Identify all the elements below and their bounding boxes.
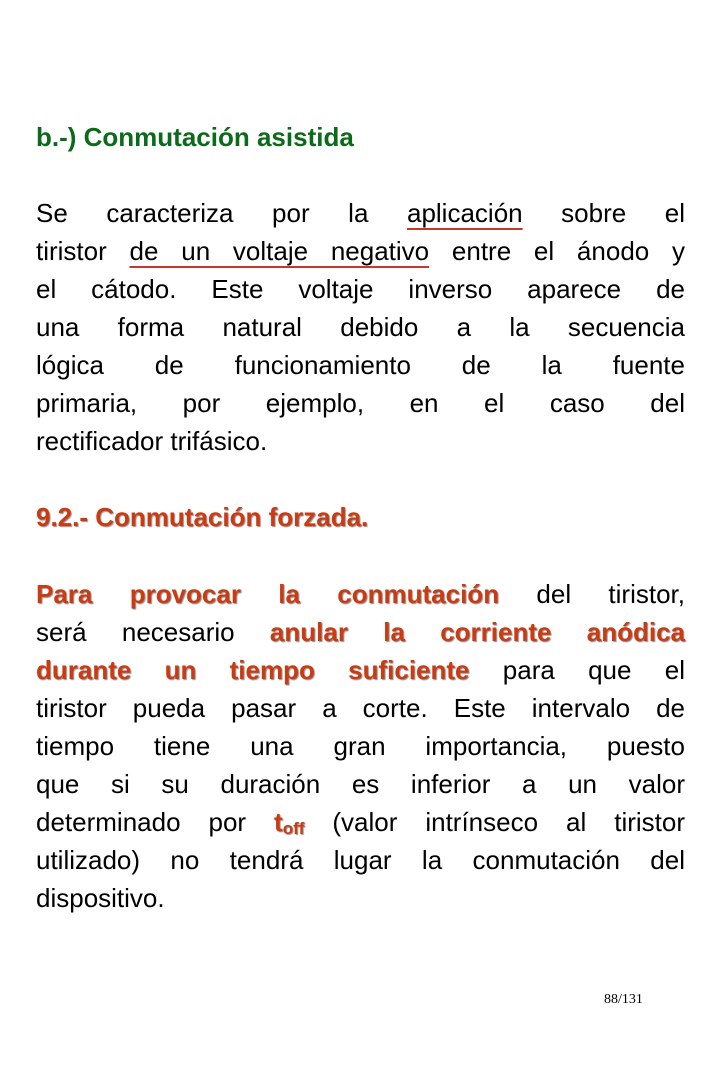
paragraph-line: tiristor pueda pasar a corte. Este intervalo de <box>36 693 685 723</box>
text-run: para que el <box>469 655 685 685</box>
page-number: 88/131 <box>604 992 643 1007</box>
paragraph-conmutacion-asistida <box>36 194 685 460</box>
paragraph-line: primaria, por ejemplo, en el caso del <box>36 388 685 418</box>
paragraph-line <box>36 651 685 689</box>
paragraph-conmutacion-forzada <box>36 575 685 917</box>
underlined-term-voltaje-negativo: de un voltaje negativo <box>129 236 430 266</box>
paragraph-line: dispositivo. <box>36 883 165 913</box>
text-run: (valor intrínseco al tiristor <box>304 807 685 837</box>
paragraph-line: tiempo tiene una gran importancia, puesto <box>36 731 685 761</box>
paragraph-line <box>36 613 685 651</box>
paragraph-line: rectificador trifásico. <box>36 426 268 456</box>
text-run: sobre el <box>522 198 685 228</box>
text-run: entre el ánodo y <box>429 236 685 266</box>
t-off-symbol <box>274 807 304 837</box>
paragraph-line: una forma natural debido a la secuencia <box>36 312 685 342</box>
paragraph-line <box>36 575 685 613</box>
underlined-term-aplicacion: aplicación <box>406 198 523 228</box>
paragraph-line: utilizado) no tendrá lugar la conmutación del <box>36 845 685 875</box>
text-run: Se caracteriza por la <box>36 198 407 228</box>
paragraph-line <box>36 232 685 270</box>
emphasis-text: Para provocar la conmutación <box>36 579 500 609</box>
paragraph-line: que si su duración es inferior a un valor <box>36 769 685 799</box>
paragraph-line <box>36 803 685 841</box>
paragraph-line <box>36 194 685 232</box>
emphasis-text: durante un tiempo suficiente <box>36 655 470 685</box>
section-heading-conmutacion-forzada: 9.2.- Conmutación forzada. <box>36 502 369 532</box>
text-run: tiristor <box>36 236 130 266</box>
section-heading-conmutacion-asistida: b.-) Conmutación asistida <box>36 122 354 152</box>
emphasis-text: anular la corriente anódica <box>269 617 686 647</box>
text-run: determinado por <box>36 807 275 837</box>
off-subscript: off <box>282 819 305 838</box>
paragraph-line: el cátodo. Este voltaje inverso aparece de <box>36 274 685 304</box>
text-run: del tiristor, <box>499 579 685 609</box>
t-symbol: t <box>274 807 283 837</box>
text-run: será necesario <box>36 617 270 647</box>
paragraph-line: lógica de funcionamiento de la fuente <box>36 350 685 380</box>
